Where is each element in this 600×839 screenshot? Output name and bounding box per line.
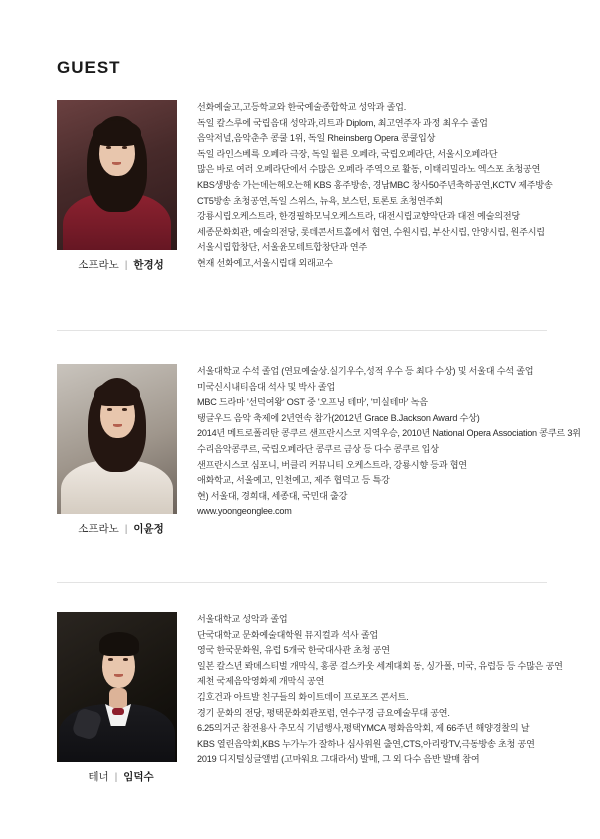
bio-line: KBS생방송 가는뎨는해오는해 KBS 홍주방송, 경남MBC 창사50주년축하공연,KCTV 제주방송 [197,179,553,190]
bio-line: 2014년 메트로폴리탄 콩쿠르 샌프란시스코 지역우승, 2010년 National Opera Association 콩쿠르 3위 [197,428,581,439]
name-separator: | [124,259,128,271]
bio-line: 영국 한국문화원, 유럽 5개국 한국대사관 초청 공연 [197,645,390,656]
bio-line: 강룡시립오케스트라, 한경필하모닉오케스트라, 대전시립교향악단과 대전 예술의전당 [197,211,521,222]
bio-line: 많은 바로 여러 오페라단에서 수많은 오페라 주역으로 활동, 이태리밀라노 엑스포 초청공연 [197,164,541,175]
bio-line: 선화예술고,고등학교와 한국예술종합학교 성악과 졸업. [197,102,407,112]
guest-photo [57,364,177,514]
guest-photo-column [57,612,185,784]
guest-role: 테너 [88,771,109,783]
guest-name: 이윤정 [133,523,164,535]
bio-line: 일본 칼스년 롸뎨스티벌 개막식, 홍콩 걸스카웃 세계대회 동, 싱가폴, 미국, 유럽등 등 수많은 공연 [197,660,563,671]
bio-line: 제천 국제음악영화제 개막식 공연 [197,676,325,687]
section-divider [57,330,547,331]
guest-role: 소프라노 [78,523,119,535]
bio-line: 6.25의거군 참전용사 추모식 기념행사,평택YMCA 평화음악회, 제 66주년 해양경찰의 날 [197,723,530,734]
bio-line: 음악저널,음악춘추 콩쿨 1위, 독일 Rheinsberg Opera 콩쿨입상 [197,133,436,144]
bio-line: 애화학교, 서울예고, 인천예고, 제주 협덕고 등 특강 [197,475,390,486]
bio-line: MBC 드라마 '선덕여왕' OST 중 '오프닝 테마', '미실테마' 녹음 [197,397,428,408]
bio-line: 단국대학교 문화예술대학원 뮤지컬과 석사 졸업 [197,629,378,640]
bio-line: 현재 선화예고,서울시립대 외래교수 [197,257,333,268]
guest-role: 소프라노 [78,259,119,271]
guest-bio [197,364,581,520]
bio-line: 탱글우드 음악 축제에 2년연속 참가(2012년 Grace B.Jackson Award 수상) [197,412,480,423]
page-title: GUEST [57,58,121,77]
name-separator: | [124,523,128,535]
guest-bio [197,100,553,272]
guest-photo [57,612,177,762]
guest-name-row [57,521,185,536]
guest-name-row [57,257,185,272]
bio-line: 샌프란시스코 심포니, 버클리 커뮤니티 오케스트라, 강룡시향 등과 협연 [197,459,467,470]
bio-line: 서울대학교 성악과 졸업 [197,614,288,624]
guest-name-row [57,769,185,784]
guest-photo [57,100,177,250]
bio-line: 현) 서울대, 경희대, 세종대, 국민대 출강 [197,490,348,501]
bio-line: 수리음악콩쿠르, 국립오페라단 콩쿠르 금상 등 다수 콩쿠르 입상 [197,443,439,454]
name-separator: | [114,771,118,783]
bio-line: 2019 디지털싱글앨범 (고마워요 그대라서) 발매, 그 외 다수 음반 발매 참여 [197,754,480,765]
guest-photo-column [57,100,185,272]
bio-line: CT5방송 초청공연,독일 스위스, 뉴욕, 보스턴, 토론토 초청연주회 [197,195,443,206]
bio-line: 서울시립합창단, 서울윤모테트합창단과 연주 [197,242,368,253]
guest-name: 한경성 [133,259,164,271]
bio-line: 세종문화회관, 예술의전당, 롯데콘서트홀에서 협연, 수원시립, 부산시립, 안양시립, 원주시립 [197,226,545,237]
bio-line-website[interactable]: www.yoongeonglee.com [197,506,292,517]
bio-line: 김호건과 아트발 친구들의 화이트데이 프로포즈 콘서트. [197,691,409,702]
bio-line: 독일 칼스루에 국립음대 성악과,리트과 Diplom, 최고연주자 과정 최우수 졸업 [197,117,488,128]
bio-line: 서울대학교 수석 졸업 (연묘예술상.실기우수,성적 우수 등 최다 수상) 및 서울대 수석 졸업 [197,366,534,376]
guest-name: 임덕수 [123,771,154,783]
guest-bio [197,612,563,768]
bio-line: 경기 문화의 전당, 평택문화회관포럼, 연수구경 금요예술무대 공연. [197,707,450,718]
guest-photo-column [57,364,185,536]
bio-line: 독일 라인스베륵 오페라 극장, 독일 월른 오페라, 국립오페라단, 서울시오페라단 [197,148,498,159]
bio-line: KBS 열린음악회,KBS 누가누가 잘하나 심사위원 출연,CTS,아리랑TV,극동방송 초청 공연 [197,738,535,749]
bio-line: 미국신시내티음대 석사 및 박사 졸업 [197,381,336,392]
section-divider [57,582,547,583]
